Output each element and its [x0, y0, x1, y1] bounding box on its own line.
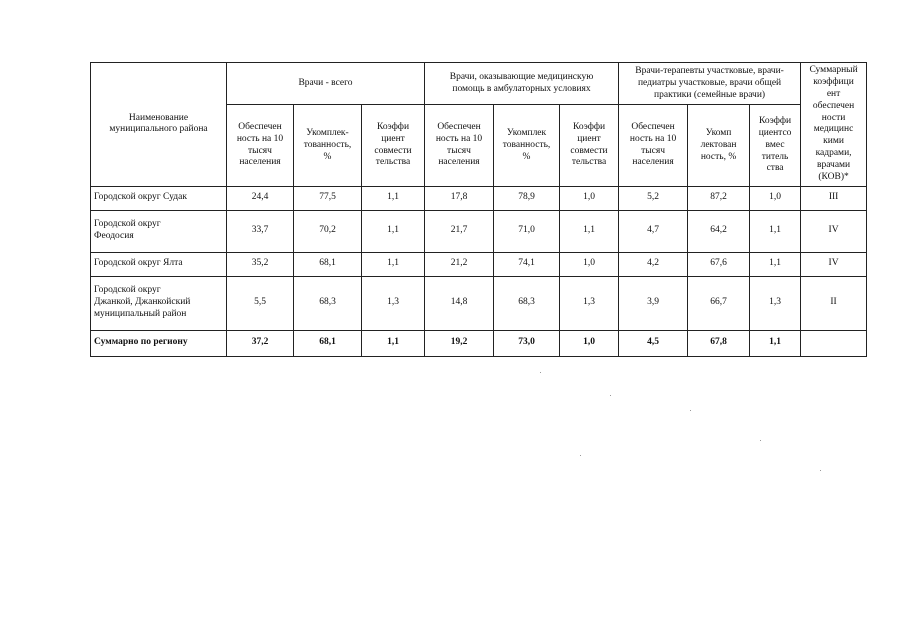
total-name: Суммарно по региону — [91, 330, 227, 356]
cell-kov — [801, 330, 867, 356]
cell-value: 67,6 — [688, 252, 750, 276]
scan-speck — [690, 410, 691, 411]
header-kov: Суммарный коэффици ент обеспечен ности медицинс кими кадрами, врачами (КОВ)* — [801, 63, 867, 187]
cell-value: 1,1 — [750, 330, 801, 356]
scan-speck — [820, 470, 821, 471]
header-sub: Обеспечен ность на 10 тысяч населения — [425, 105, 494, 186]
header-group-ambulatory: Врачи, оказывающие медицинскую помощь в амбулаторных условиях — [425, 63, 619, 105]
cell-value: 78,9 — [494, 186, 560, 210]
cell-kov: IV — [801, 210, 867, 252]
scan-speck — [610, 395, 611, 396]
cell-value: 1,3 — [362, 276, 425, 330]
cell-value: 19,2 — [425, 330, 494, 356]
cell-value: 1,1 — [362, 252, 425, 276]
cell-value: 33,7 — [227, 210, 294, 252]
cell-value: 5,5 — [227, 276, 294, 330]
cell-value: 68,1 — [294, 252, 362, 276]
header-sub: Обеспечен ность на 10 тысяч населения — [227, 105, 294, 186]
cell-value: 24,4 — [227, 186, 294, 210]
cell-value: 1,3 — [560, 276, 619, 330]
cell-value: 37,2 — [227, 330, 294, 356]
cell-value: 87,2 — [688, 186, 750, 210]
scan-speck — [540, 372, 541, 373]
data-table — [90, 62, 867, 357]
row-name: Городской округ Судак — [91, 186, 227, 210]
header-sub: Коэффи циент совмести тельства — [362, 105, 425, 186]
cell-value: 1,1 — [560, 210, 619, 252]
cell-kov: II — [801, 276, 867, 330]
cell-value: 70,2 — [294, 210, 362, 252]
header-group-all: Врачи - всего — [227, 63, 425, 105]
header-name: Наименование муниципального района — [91, 63, 227, 187]
cell-value: 1,0 — [560, 330, 619, 356]
row-name: Городской округ Джанкой, Джанкойский муниципальный район — [91, 276, 227, 330]
cell-value: 66,7 — [688, 276, 750, 330]
table-row — [91, 252, 867, 276]
cell-value: 1,0 — [560, 186, 619, 210]
cell-value: 67,8 — [688, 330, 750, 356]
table-row — [91, 186, 867, 210]
header-sub: Укомплек тованность, % — [494, 105, 560, 186]
cell-value: 1,1 — [362, 210, 425, 252]
cell-value: 21,2 — [425, 252, 494, 276]
cell-value: 14,8 — [425, 276, 494, 330]
cell-value: 68,1 — [294, 330, 362, 356]
cell-value: 1,1 — [362, 186, 425, 210]
cell-value: 1,1 — [362, 330, 425, 356]
cell-value: 64,2 — [688, 210, 750, 252]
table-row — [91, 210, 867, 252]
row-name: Городской округ Феодосия — [91, 210, 227, 252]
cell-kov: III — [801, 186, 867, 210]
cell-value: 3,9 — [619, 276, 688, 330]
cell-value: 4,7 — [619, 210, 688, 252]
cell-value: 1,1 — [750, 210, 801, 252]
cell-value: 17,8 — [425, 186, 494, 210]
header-group-therapists: Врачи-терапевты участковые, врачи- педиатры участковые, врачи общей практики (семейные врачи) — [619, 63, 801, 105]
cell-value: 4,5 — [619, 330, 688, 356]
cell-value: 35,2 — [227, 252, 294, 276]
header-sub: Коэффи циентсо вмес титель ства — [750, 105, 801, 186]
row-name: Городской округ Ялта — [91, 252, 227, 276]
cell-value: 21,7 — [425, 210, 494, 252]
total-row — [91, 330, 867, 356]
cell-value: 77,5 — [294, 186, 362, 210]
scan-speck — [580, 455, 581, 456]
cell-value: 1,0 — [750, 186, 801, 210]
header-sub: Укомп лектован ность, % — [688, 105, 750, 186]
cell-value: 1,1 — [750, 252, 801, 276]
cell-value: 4,2 — [619, 252, 688, 276]
cell-value: 1,3 — [750, 276, 801, 330]
cell-value: 73,0 — [494, 330, 560, 356]
cell-value: 71,0 — [494, 210, 560, 252]
cell-value: 74,1 — [494, 252, 560, 276]
cell-value: 68,3 — [494, 276, 560, 330]
header-sub: Укомплек- тованность, % — [294, 105, 362, 186]
cell-value: 68,3 — [294, 276, 362, 330]
table-row — [91, 276, 867, 330]
cell-kov: IV — [801, 252, 867, 276]
header-sub: Коэффи циент совмести тельства — [560, 105, 619, 186]
cell-value: 5,2 — [619, 186, 688, 210]
scan-speck — [760, 440, 761, 441]
header-sub: Обеспечен ность на 10 тысяч населения — [619, 105, 688, 186]
cell-value: 1,0 — [560, 252, 619, 276]
